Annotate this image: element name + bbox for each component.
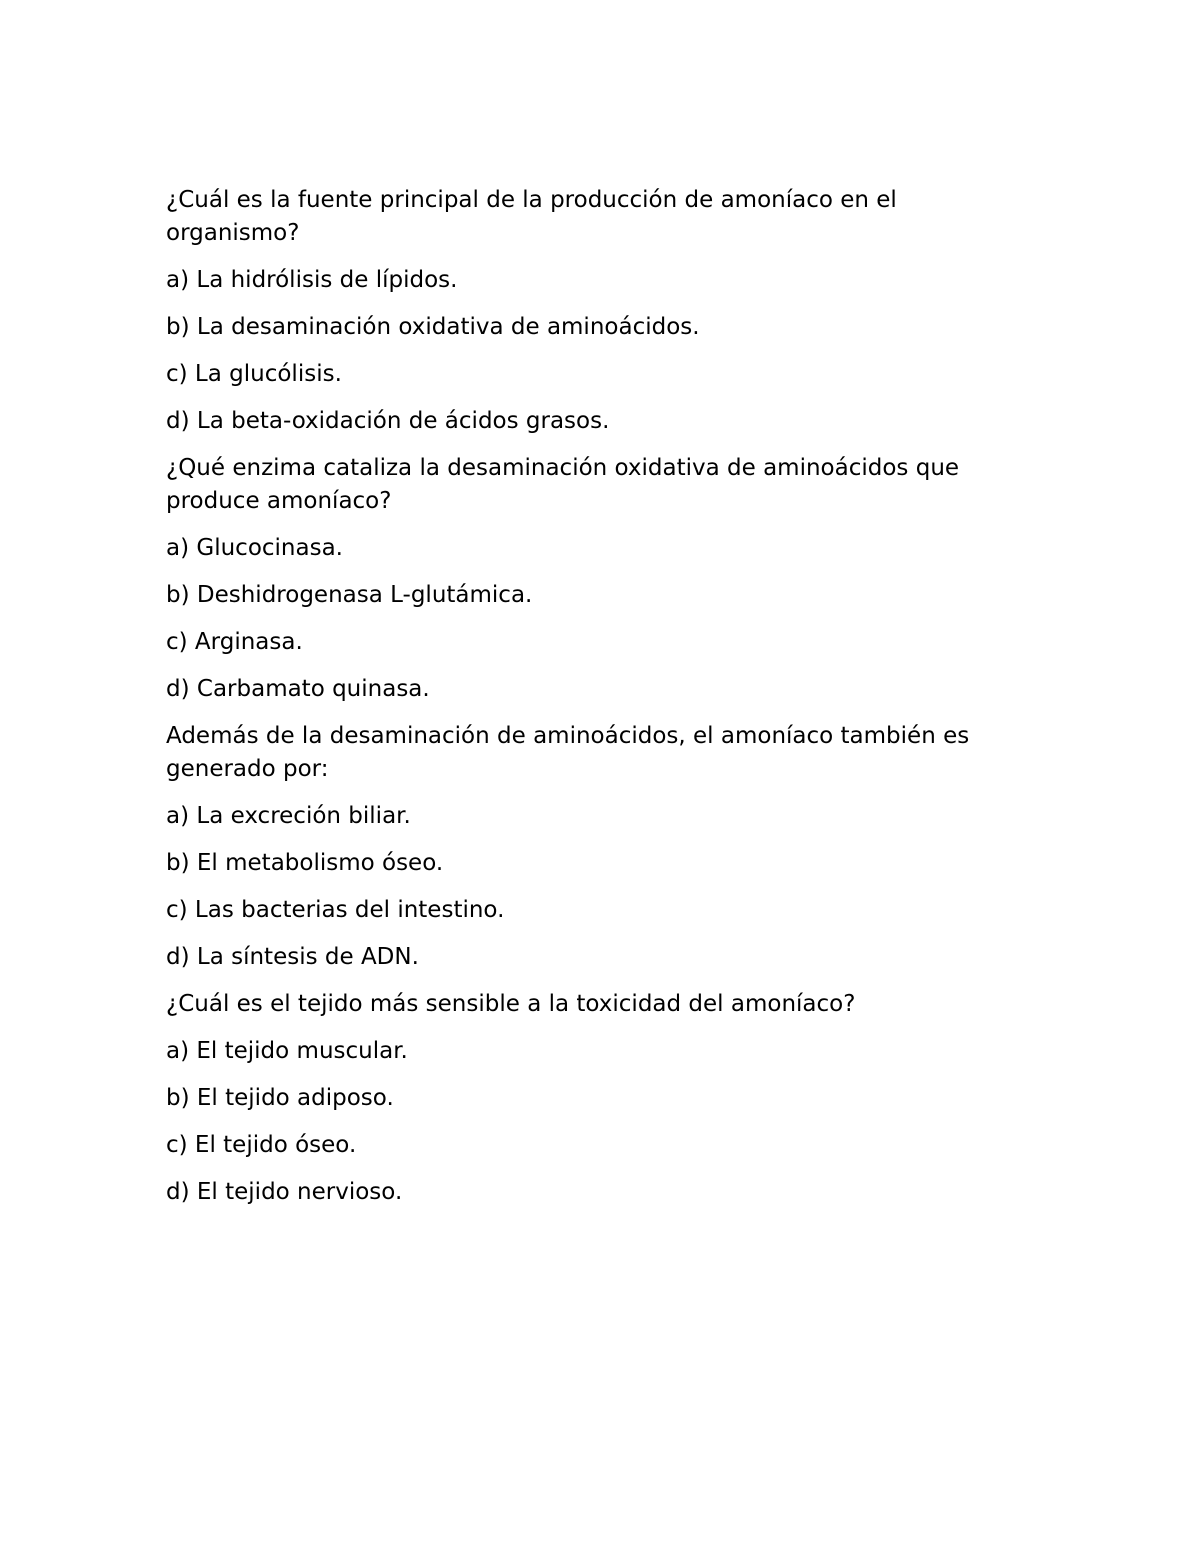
answer-option: c) Arginasa. [166,629,303,655]
answer-option: b) La desaminación oxidativa de aminoácidos. [166,314,700,340]
question-block-4 [166,988,1026,1209]
question-block-3 [166,720,1026,974]
answer-option: d) La síntesis de ADN. [166,944,419,970]
answer-option: d) El tejido nervioso. [166,1179,403,1205]
answer-option: c) El tejido óseo. [166,1132,357,1158]
question-text: ¿Cuál es la fuente principal de la producción de amoníaco en el organismo? [166,187,897,246]
question-text: Además de la desaminación de aminoácidos, el amoníaco también es generado por: [166,723,970,782]
answer-option: b) El metabolismo óseo. [166,850,444,876]
answer-option: c) Las bacterias del intestino. [166,897,505,923]
answer-option: d) La beta-oxidación de ácidos grasos. [166,408,610,434]
question-block-1 [166,184,1026,438]
question-text: ¿Cuál es el tejido más sensible a la toxicidad del amoníaco? [166,991,856,1017]
question-block-2 [166,452,1026,706]
answer-option: a) El tejido muscular. [166,1038,408,1064]
answer-option: a) Glucocinasa. [166,535,343,561]
answer-option: a) La hidrólisis de lípidos. [166,267,458,293]
answer-option: c) La glucólisis. [166,361,342,387]
document-page [166,184,1026,1223]
answer-option: b) Deshidrogenasa L-glutámica. [166,582,533,608]
answer-option: d) Carbamato quinasa. [166,676,430,702]
answer-option: a) La excreción biliar. [166,803,411,829]
answer-option: b) El tejido adiposo. [166,1085,394,1111]
question-text: ¿Qué enzima cataliza la desaminación oxidativa de aminoácidos que produce amoníaco? [166,455,960,514]
